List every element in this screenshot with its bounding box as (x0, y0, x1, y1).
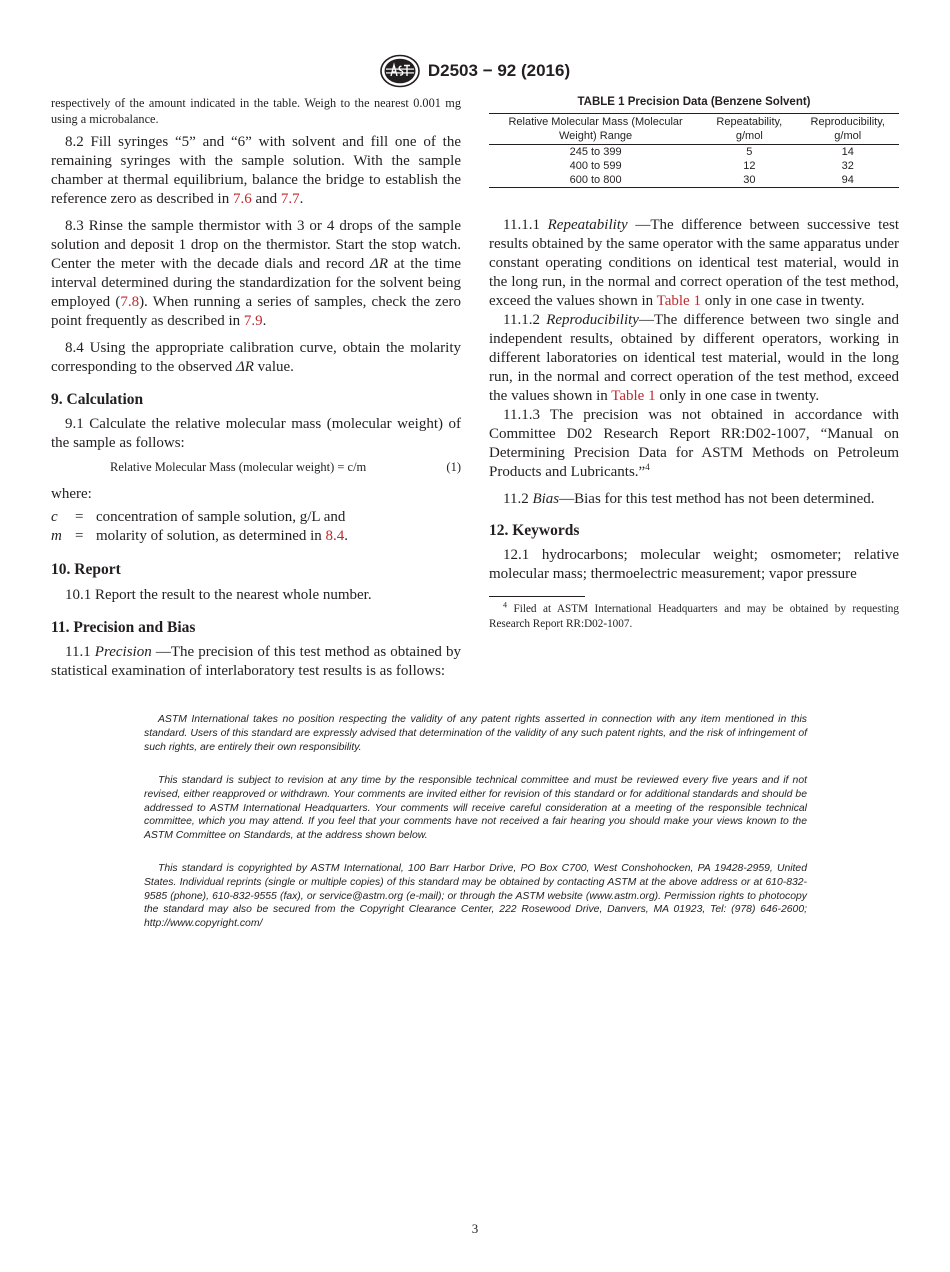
table-row (489, 145, 899, 160)
table-cell: 12 (743, 160, 756, 172)
paragraph-8-4: 8.4 Using the appropriate calibration curve, obtain the molarity corresponding to the observed ΔR value. (51, 340, 461, 375)
ref-table-1-link[interactable]: Table 1 (656, 293, 701, 309)
variable-m-definition: m = molarity of solution, as determined in 8.4. (51, 528, 349, 544)
paragraph-8-3: 8.3 Rinse the sample thermistor with 3 or 4 drops of the sample solution and deposit 1 drop on the thermistor. Start the stop watch. Center the meter with the decade dials and record ΔR at the time interval determined during the standardization for the solvent being employed (7.8). When running a series of samples, check the zero point frequently as described in 7.9. (51, 218, 462, 329)
section-heading-calculation: 9. Calculation (51, 391, 144, 408)
page-number: 3 (471, 1221, 479, 1236)
table-cell: 5 (746, 146, 753, 158)
ref-7-6-link[interactable]: 7.6 (232, 191, 252, 207)
equation-number: (1) (446, 460, 461, 474)
table-header-row (489, 114, 899, 145)
table-cell: 600 to 800 (569, 174, 622, 186)
page-header (0, 54, 950, 88)
table-row (489, 173, 899, 188)
paragraph-continuation: respectively of the amount indicated in the table. Weigh to the nearest 0.001 mg using a microbalance. (51, 96, 461, 126)
table-header-cell: Reproducibility, g/mol (810, 116, 885, 142)
section-heading-precision-bias: 11. Precision and Bias (51, 619, 196, 636)
paragraph-12-1: 12.1 hydrocarbons; molecular weight; osmometer; relative molecular mass; thermoelectric measurement; vapor pressure (489, 547, 899, 582)
variable-c-definition: c = concentration of sample solution, g/L and (51, 509, 346, 525)
paragraph-11-1-1: 11.1.1 Repeatability —The difference between successive test results obtained by the same operator with the same apparatus under constant operating conditions on identical test material, would in the long run, in the normal and correct operation of the test method, exceed the values shown in Table 1 only in one case in twenty. (489, 217, 899, 309)
table-header-cell: Repeatability, g/mol (716, 116, 783, 142)
ref-8-4-link[interactable]: 8.4 (325, 528, 345, 544)
notice-copyright: This standard is copyrighted by ASTM International, 100 Barr Harbor Drive, PO Box C700, West Conshohocken, PA 19428-2959, United States. Individual reprints (single or multiple copies) of this standard may be obtained by contacting ASTM at the above address or at 610-832-9585 (phone), 610-832-9555 (fax), or service@astm.org (e-mail); or through the ASTM website (www.astm.org). Permission rights to photocopy the standard may also be secured from the Copyright Clearance Center, 222 Rosewood Drive, Danvers, MA 01923, Tel: (978) 646-2600; http://www.copyright.com/ (144, 863, 807, 930)
left-column (51, 95, 461, 681)
table-cell: 14 (841, 146, 854, 158)
document-designation: D2503 − 92 (2016) (427, 61, 571, 80)
precision-table (489, 113, 899, 188)
ref-7-8-link[interactable]: 7.8 (120, 294, 140, 310)
paragraph-9-1: 9.1 Calculate the relative molecular mass (molecular weight) of the sample as follows: (51, 416, 461, 451)
table-cell: 32 (841, 160, 854, 172)
astm-logo-icon (380, 54, 420, 88)
paragraph-11-1-2: 11.1.2 Reproducibility—The difference between two single and independent results, obtained by different operators, working in different laboratories on identical test material, would in the long run, in the normal and correct operation of the test method, exceed the values shown in Table 1 only in one case in twenty. (489, 312, 899, 404)
paragraph-11-2: 11.2 Bias—Bias for this test method has not been determined. (503, 491, 875, 507)
table-row (489, 159, 899, 173)
table-cell: 94 (841, 174, 854, 186)
right-column (489, 95, 899, 632)
table-cell: 245 to 399 (569, 146, 622, 158)
paragraph-8-2: 8.2 Fill syringes “5” and “6” with solvent and fill one of the remaining syringes with the sample solution. With the sample chamber at thermal equilibrium, balance the bridge to establish the reference zero as described in 7.6 and 7.7. (51, 134, 461, 207)
table-cell: 400 to 599 (569, 160, 622, 172)
notice-patent: ASTM International takes no position respecting the validity of any patent rights asserted in connection with any item mentioned in this standard. Users of this standard are expressly advised that determination of the validity of any such patent rights, and the risk of infringement of such rights, are entirely their own responsibility. (144, 714, 807, 753)
footnote-divider (489, 596, 585, 597)
section-heading-report: 10. Report (51, 561, 121, 578)
where-label: where: (51, 486, 92, 502)
ref-table-1-link[interactable]: Table 1 (611, 388, 656, 404)
equation-text: Relative Molecular Mass (molecular weight) = c/m (110, 460, 367, 474)
ref-7-7-link[interactable]: 7.7 (280, 191, 300, 207)
footnote-4: $^4$ Filed at ASTM International Headquarters and may be obtained by requesting Research Report RR:D02-1007. (489, 600, 899, 630)
table-title: TABLE 1 Precision Data (Benzene Solvent) (577, 96, 811, 108)
footnote-reference[interactable]: 4 (645, 462, 650, 472)
paragraph-10-1: 10.1 Report the result to the nearest whole number. (65, 587, 372, 603)
paragraph-11-1-3: 11.1.3 The precision was not obtained in accordance with Committee D02 Research Report RR:D02-1007, “Manual on Determining Precision Data for ASTM Methods on Petroleum Products and Lubricants.”$^4$ (489, 407, 899, 480)
notice-revision: This standard is subject to revision at any time by the responsible technical committee and must be reviewed every five years and if not revised, either reapproved or withdrawn. Your comments are invited either for revision of this standard or for additional standards and should be addressed to ASTM International Headquarters. Your comments will receive careful consideration at a meeting of the responsible technical committee, which you may attend. If you feel that your comments have not received a fair hearing you should make your views known to the ASTM Committee on Standards, at the address shown below. (144, 775, 807, 842)
paragraph-11-1: 11.1 Precision —The precision of this test method as obtained by statistical examination of interlaboratory test results is as follows: (51, 644, 461, 679)
ref-7-9-link[interactable]: 7.9 (243, 313, 263, 329)
section-heading-keywords: 12. Keywords (489, 522, 580, 539)
equation-1 (51, 458, 461, 476)
table-header-cell: Relative Molecular Mass (Molecular Weight) Range (508, 116, 683, 142)
table-cell: 30 (743, 174, 756, 186)
